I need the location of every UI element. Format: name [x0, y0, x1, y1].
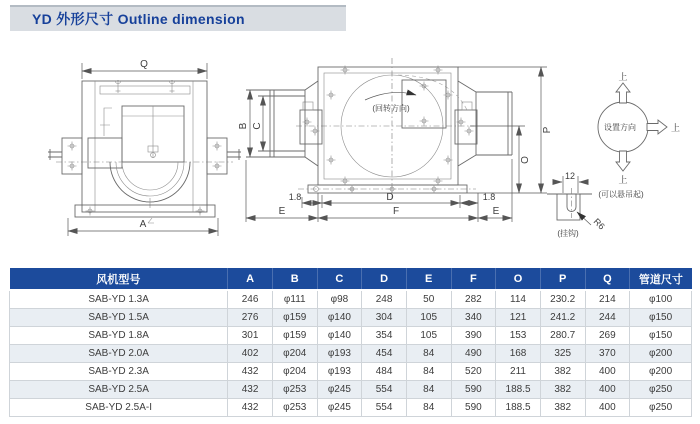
value-cell: φ253 [272, 381, 317, 399]
value-cell: 340 [451, 309, 496, 327]
value-cell: φ200 [630, 345, 692, 363]
dim-label-p: P [542, 126, 553, 134]
arrow-down-icon [616, 151, 630, 171]
col-header-o: O [496, 268, 541, 290]
value-cell: 276 [228, 309, 273, 327]
value-cell: 432 [228, 363, 273, 381]
value-cell: φ250 [630, 381, 692, 399]
table-row [10, 363, 692, 381]
value-cell: φ98 [317, 290, 362, 309]
value-cell: 400 [585, 399, 630, 417]
col-header-pipe: 管道尺寸 [630, 268, 692, 290]
value-cell: 382 [540, 363, 585, 381]
dim-label-gap-left: 1.8 [288, 192, 302, 202]
col-header-p: P [540, 268, 585, 290]
value-cell: 590 [451, 381, 496, 399]
value-cell: φ253 [272, 399, 317, 417]
col-header-f: F [451, 268, 496, 290]
value-cell: 84 [406, 381, 451, 399]
value-cell: 246 [228, 290, 273, 309]
spec-table-body [10, 290, 692, 417]
orientation-center-label: 设置方向 [604, 123, 636, 132]
value-cell: φ150 [630, 327, 692, 345]
orientation-up-top-label: 上 [618, 72, 628, 82]
value-cell: 432 [228, 381, 273, 399]
value-cell: 590 [451, 399, 496, 417]
value-cell: 84 [406, 399, 451, 417]
value-cell: φ200 [630, 363, 692, 381]
value-cell: 241.2 [540, 309, 585, 327]
value-cell: 370 [585, 345, 630, 363]
value-cell: 244 [585, 309, 630, 327]
value-cell: 402 [228, 345, 273, 363]
value-cell: 390 [451, 327, 496, 345]
model-cell: SAB-YD 2.0A [10, 345, 228, 363]
col-header-a: A [228, 268, 273, 290]
outline-dimension-drawing [0, 50, 700, 265]
orientation-note: (可以悬吊起) [598, 190, 644, 199]
front-view-drawing [48, 59, 241, 236]
value-cell: φ245 [317, 381, 362, 399]
value-cell: φ193 [317, 363, 362, 381]
dim-label-o: O [520, 156, 531, 164]
table-row [10, 290, 692, 309]
value-cell: φ150 [630, 309, 692, 327]
value-cell: 211 [496, 363, 541, 381]
value-cell: 282 [451, 290, 496, 309]
value-cell: 484 [362, 363, 407, 381]
col-header-model: 风机型号 [10, 268, 228, 290]
value-cell: 230.2 [540, 290, 585, 309]
orientation-up-bottom-label: 上 [618, 175, 628, 185]
hook-caption: (挂钩) [557, 229, 579, 238]
arrow-right-icon [647, 120, 667, 134]
table-header-row [10, 268, 692, 290]
model-cell: SAB-YD 2.5A-I [10, 399, 228, 417]
value-cell: 490 [451, 345, 496, 363]
value-cell: 454 [362, 345, 407, 363]
value-cell: 84 [406, 345, 451, 363]
hook-radius-label: R6 [591, 216, 607, 232]
value-cell: φ250 [630, 399, 692, 417]
value-cell: φ140 [317, 309, 362, 327]
orientation-diagram [598, 71, 680, 199]
model-cell: SAB-YD 1.8A [10, 327, 228, 345]
dim-label-e-right: E [492, 206, 500, 217]
value-cell: 400 [585, 381, 630, 399]
model-cell: SAB-YD 1.3A [10, 290, 228, 309]
value-cell: 280.7 [540, 327, 585, 345]
page-title: YD 外形尺寸 Outline dimension [32, 11, 245, 27]
value-cell: 105 [406, 327, 451, 345]
dim-label-gap-right: 1.8 [482, 192, 496, 202]
model-cell: SAB-YD 2.3A [10, 363, 228, 381]
value-cell: φ204 [272, 345, 317, 363]
rotation-direction-label: (回转方向) [372, 104, 410, 113]
value-cell: 432 [228, 399, 273, 417]
title-bar [10, 5, 346, 31]
dim-label-b: B [238, 122, 249, 130]
value-cell: 304 [362, 309, 407, 327]
dim-label-c: C [252, 122, 263, 130]
table-row [10, 345, 692, 363]
value-cell: 301 [228, 327, 273, 345]
value-cell: φ245 [317, 399, 362, 417]
spec-table [9, 268, 692, 417]
value-cell: φ100 [630, 290, 692, 309]
col-header-d: D [362, 268, 407, 290]
dim-label-e-left: E [278, 206, 286, 217]
value-cell: 153 [496, 327, 541, 345]
orientation-up-right-label: 上 [671, 123, 681, 133]
value-cell: 84 [406, 363, 451, 381]
value-cell: φ111 [272, 290, 317, 309]
col-header-e: E [406, 268, 451, 290]
value-cell: 325 [540, 345, 585, 363]
arrow-up-icon [616, 83, 630, 103]
value-cell: 554 [362, 399, 407, 417]
value-cell: 105 [406, 309, 451, 327]
value-cell: 50 [406, 290, 451, 309]
value-cell: 168 [496, 345, 541, 363]
hook-dim-label: 12 [564, 171, 576, 181]
value-cell: 121 [496, 309, 541, 327]
value-cell: φ140 [317, 327, 362, 345]
model-cell: SAB-YD 1.5A [10, 309, 228, 327]
dim-label-f: F [392, 206, 400, 217]
col-header-c: C [317, 268, 362, 290]
hook-detail [547, 171, 607, 238]
value-cell: 188.5 [496, 399, 541, 417]
table-row [10, 381, 692, 399]
value-cell: 382 [540, 399, 585, 417]
value-cell: 554 [362, 381, 407, 399]
value-cell: 114 [496, 290, 541, 309]
value-cell: 354 [362, 327, 407, 345]
value-cell: 248 [362, 290, 407, 309]
value-cell: 520 [451, 363, 496, 381]
dim-label-a: A [139, 219, 147, 230]
value-cell: φ159 [272, 327, 317, 345]
model-cell: SAB-YD 2.5A [10, 381, 228, 399]
value-cell: φ193 [317, 345, 362, 363]
col-header-q: Q [585, 268, 630, 290]
value-cell: 269 [585, 327, 630, 345]
value-cell: 382 [540, 381, 585, 399]
dim-label-d: D [386, 192, 394, 203]
table-row [10, 327, 692, 345]
value-cell: 214 [585, 290, 630, 309]
value-cell: 400 [585, 363, 630, 381]
table-row [10, 399, 692, 417]
side-view-drawing [238, 58, 553, 222]
col-header-b: B [272, 268, 317, 290]
value-cell: φ159 [272, 309, 317, 327]
dim-label-q: Q [140, 59, 148, 70]
value-cell: 188.5 [496, 381, 541, 399]
value-cell: φ204 [272, 363, 317, 381]
table-row [10, 309, 692, 327]
